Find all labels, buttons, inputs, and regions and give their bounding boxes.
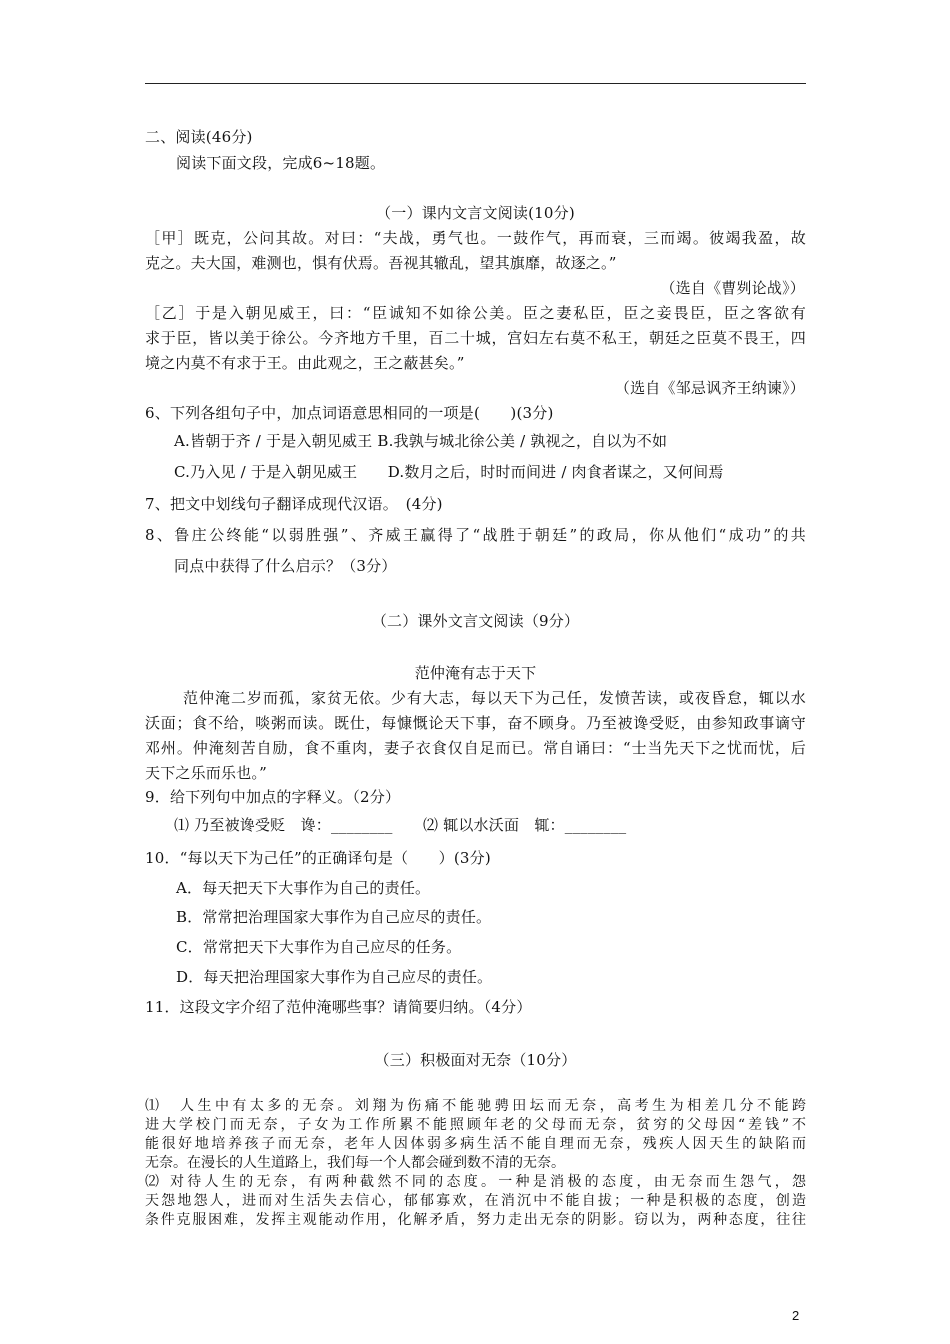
section-title: 二、阅读(46分) [145,128,253,146]
article-line: ⑵ 对待人生的无奈，有两种截然不同的态度。一种是消极的态度，由无奈而生怨气，怨 [145,1174,806,1190]
passage-line: 范仲淹二岁而孤，家贫无依。少有大志，每以天下为己任，发愤苦读，或夜昏怠，辄以水 [183,689,806,707]
passage-jia-line: ［甲］既克，公问其故。对曰：“夫战，勇气也。一鼓作气，再而衰，三而竭。彼竭我盈，故 [145,229,806,247]
question-8-line: 8、鲁庄公终能“以弱胜强”、齐威王赢得了“战胜于朝廷”的政局，你从他们“成功”的共 [145,526,806,544]
question-6-options-ab: A.皆朝于齐 / 于是入朝见威王 B.我孰与城北徐公美 / 孰视之，自以为不如 [174,432,668,450]
article-line: 进大学校门而无奈，子女为工作所累不能照顾年老的父母而无奈，贫穷的父母因“差钱”不 [145,1117,806,1133]
article-line: ⑴ 人生中有太多的无奈。刘翔为伤痛不能驰骋田坛而无奈，高考生为相差几分不能跨 [145,1098,806,1114]
passage-jia-source: （选自《曹刿论战》） [660,279,805,297]
passage-yi-line: ［乙］于是入朝见威王，曰：“臣诚知不如徐公美。臣之妻私臣，臣之妾畏臣，臣之客欲有 [145,304,806,322]
instruction: 阅读下面文段，完成6~18题。 [176,154,386,172]
passage-yi-line: 求于臣，皆以美于徐公。今齐地方千里，百二十城，宫妇左右莫不私王，朝廷之臣莫不畏王，四 [145,329,806,347]
passage-yi-source: （选自《邹忌讽齐王纳谏》） [614,379,805,397]
question-10-option: B．常常把治理国家大事作为自己应尽的责任。 [176,908,492,926]
question-9: 9．给下列句中加点的字释义。（2分） [145,788,401,806]
question-6-options-cd: C.乃入见 / 于是入朝见威王 D.数月之后，时时而间进 / 肉食者谋之，又何间焉 [174,463,724,481]
question-11: 11．这段文字介绍了范仲淹哪些事？请简要归纳。（4分） [145,998,532,1016]
article-line: 能很好地培养孩子而无奈，老年人因体弱多病生活不能自理而无奈，残疾人因天生的缺陷而 [145,1136,806,1152]
article-line: 条件克服困难，发挥主观能动作用，化解矛盾，努力走出无奈的阴影。窃以为，两种态度，往往 [145,1212,806,1228]
part3-heading: （三）积极面对无奈（10分） [374,1051,577,1069]
question-10: 10．“每以天下为己任”的正确译句是（ ）(3分) [145,849,491,867]
question-10-option: D．每天把治理国家大事作为自己应尽的责任。 [176,968,493,986]
passage-title: 范仲淹有志于天下 [414,664,537,682]
passage-jia-line: 克之。夫大国，难测也，惧有伏焉。吾视其辙乱，望其旗靡，故逐之。” [145,254,617,272]
header-rule [145,83,806,84]
page-number: 2 [792,1308,800,1323]
passage-line: 天下之乐而乐也。” [145,764,267,782]
article-line: 无奈。在漫长的人生道路上，我们每一个人都会碰到数不清的无奈。 [145,1155,565,1171]
article-line: 天怨地怨人，进而对生活失去信心，郁郁寡欢，在消沉中不能自拔；一种是积极的态度，创造 [145,1193,806,1209]
passage-yi-line: 境之内莫不有求于王。由此观之，王之蔽甚矣。” [145,354,465,372]
passage-line: 沃面；食不给，啖粥而读。既仕，每慷慨论天下事，奋不顾身。乃至被谗受贬，由参知政事谪守 [145,714,806,732]
question-10-option: C．常常把天下大事作为自己应尽的任务。 [176,938,462,956]
question-6: 6、下列各组句子中，加点词语意思相同的一项是( )(3分) [145,404,554,422]
question-9-items: ⑴ 乃至被谗受贬 谗：________ ⑵ 辄以水沃面 辄：________ [174,816,627,834]
question-7: 7、把文中划线句子翻译成现代汉语。 (4分) [145,495,443,513]
question-8-line: 同点中获得了什么启示？（3分） [174,557,397,575]
question-10-option: A．每天把天下大事作为自己的责任。 [176,879,431,897]
passage-line: 邓州。仲淹刻苦自励，食不重肉，妻子衣食仅自足而已。常自诵曰：“士当先天下之忧而忧，后 [145,739,806,757]
part2-heading: （二）课外文言文阅读（9分） [371,612,580,630]
part1-heading: （一）课内文言文阅读(10分) [376,204,575,222]
